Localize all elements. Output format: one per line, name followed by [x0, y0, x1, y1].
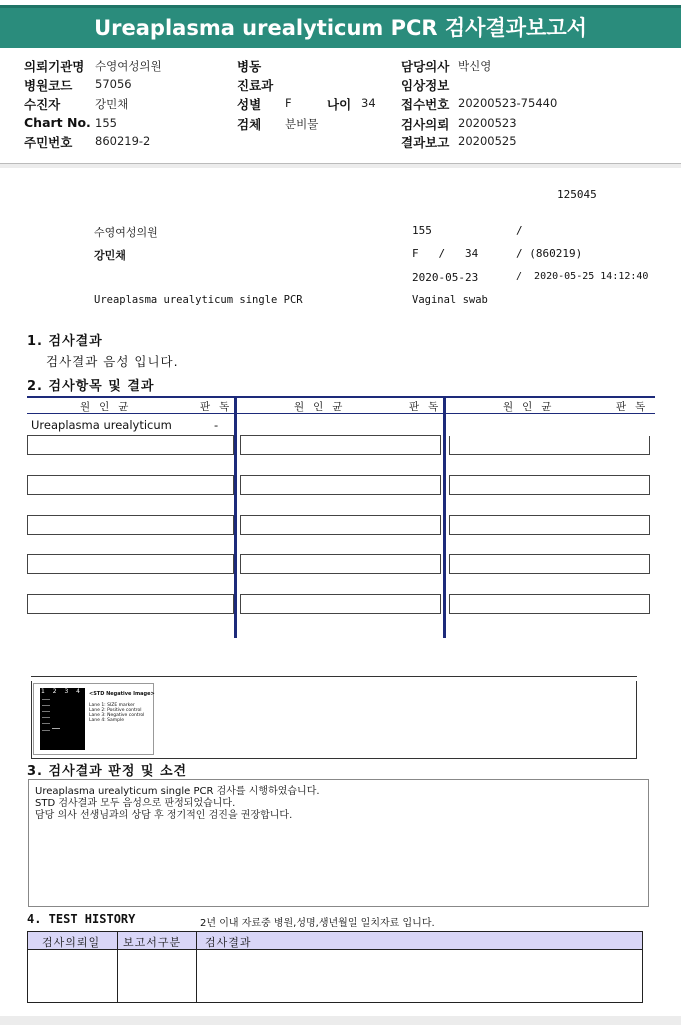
result-cell	[449, 475, 650, 495]
doc-specimen: Vaginal swab	[412, 294, 488, 306]
institution-label: 의뢰기관명	[24, 59, 85, 74]
section4-title: 4. TEST HISTORY	[27, 912, 136, 926]
receipt-value: 20200523-75440	[458, 96, 558, 110]
chart-label: Chart No.	[24, 115, 91, 130]
history-th-date: 검사의뢰일	[42, 936, 101, 949]
result-cell	[449, 594, 650, 614]
doc-sex-age: F / 34	[412, 247, 479, 260]
doc-test-name: Ureaplasma urealyticum single PCR	[94, 294, 303, 306]
result-cell	[449, 416, 650, 436]
section3-title: 3. 검사결과 판정 및 소견	[27, 764, 188, 779]
gel-band	[42, 699, 50, 700]
result-cell	[449, 515, 650, 535]
gel-band	[42, 723, 50, 724]
sex-value: F	[285, 96, 292, 110]
result-cell	[27, 435, 234, 455]
doctor-value: 박신영	[458, 59, 492, 73]
request-value: 20200523	[458, 116, 517, 130]
receipt-label: 접수번호	[401, 97, 450, 112]
specimen-label: 검체	[237, 117, 262, 132]
opinion-line: STD 검사결과 모두 음성으로 판정되었습니다.	[35, 798, 236, 809]
institution-value: 수영여성의원	[95, 59, 162, 73]
result-cell	[240, 554, 441, 574]
doc-date-request: 2020-05-23	[412, 271, 479, 284]
col-pathogen-header: 원인균	[294, 401, 352, 413]
serial-number: 125045	[557, 188, 597, 201]
gel-band	[42, 730, 50, 731]
patient-label: 수진자	[24, 97, 61, 112]
history-th-type: 보고서구분	[123, 936, 182, 949]
ward-label: 병동	[237, 59, 262, 74]
row1-pathogen: Ureaplasma urealyticum	[31, 418, 172, 432]
specimen-value: 분비물	[285, 117, 319, 131]
result-cell	[27, 594, 234, 614]
history-note: 2년 이내 자료중 병원,성명,생년월일 일치자료 입니다.	[200, 918, 435, 929]
doc-chart: 155	[412, 224, 432, 237]
patient-info-header	[0, 52, 681, 164]
doc-clinic: 수영여성의원	[94, 226, 158, 239]
section1-result: 검사결과 음성 입니다.	[46, 354, 179, 369]
request-label: 검사의뢰	[401, 117, 450, 132]
test-history-table	[27, 931, 643, 1003]
hospital-code-value: 57056	[95, 77, 132, 91]
hospital-code-label: 병원코드	[24, 78, 73, 93]
result-cell	[240, 435, 441, 455]
doc-date-report: / 2020-05-25 14:12:40	[516, 271, 649, 282]
doc-birth: / (860219)	[516, 247, 583, 260]
sex-label: 성별	[237, 97, 262, 112]
col-judgement-header: 판독	[616, 401, 655, 413]
report-title: Ureaplasma urealyticum PCR 검사결과보고서	[94, 16, 587, 40]
section2-title: 2. 검사항목 및 결과	[27, 379, 155, 394]
patient-value: 강민채	[95, 97, 129, 111]
opinion-line: Ureaplasma urealyticum single PCR 검사를 시행하였습니다.	[35, 786, 320, 797]
gel-lanes	[40, 688, 85, 750]
result-cell	[449, 554, 650, 574]
gel-band	[52, 728, 60, 729]
result-cell	[27, 515, 234, 535]
gel-caption-line: Lane 3: Negative control	[89, 713, 145, 718]
row1-judgement: -	[214, 418, 219, 432]
col-judgement-header: 판독	[409, 401, 448, 413]
gel-electrophoresis-image	[33, 683, 154, 755]
gel-caption-line: Lane 1: SIZE marker	[89, 703, 135, 708]
result-cell	[449, 435, 650, 455]
result-cell	[27, 554, 234, 574]
opinion-line: 담당 의사 선생님과의 상담 후 정기적인 검진을 권장합니다.	[35, 810, 293, 821]
doc-slash: /	[516, 224, 523, 237]
report-date-value: 20200525	[458, 134, 517, 148]
age-value: 34	[361, 96, 376, 110]
gel-caption-line: Lane 2: Positive control	[89, 708, 142, 713]
image-frame-rule	[31, 676, 637, 677]
resident-label: 주민번호	[24, 135, 73, 150]
age-label: 나이	[327, 97, 352, 112]
result-grid-top-border	[27, 396, 655, 398]
section1-title: 1. 검사결과	[27, 334, 103, 349]
doctor-label: 담당의사	[401, 59, 450, 74]
gel-band	[42, 717, 50, 718]
report-title-bar	[0, 0, 681, 52]
result-cell	[240, 515, 441, 535]
opinion-box	[28, 779, 649, 907]
gel-caption-line: Lane 4: Sample	[89, 718, 124, 723]
doc-patient: 강민채	[94, 249, 126, 262]
result-cell	[240, 594, 441, 614]
dept-label: 진료과	[237, 78, 274, 93]
col-judgement-header: 판독	[200, 401, 239, 413]
gel-lane-numbers: 1 2 3 4	[41, 688, 83, 695]
col-pathogen-header: 원인균	[503, 401, 561, 413]
report-date-label: 결과보고	[401, 135, 450, 150]
clinical-info-label: 임상정보	[401, 78, 450, 93]
gel-band	[42, 711, 50, 712]
result-grid-divider	[234, 396, 237, 638]
chart-value: 155	[95, 116, 117, 130]
gel-band	[42, 705, 50, 706]
history-th-result: 검사결과	[205, 936, 252, 949]
col-pathogen-header: 원인균	[80, 401, 138, 413]
gel-caption-title: <STD Negative Image>	[89, 691, 155, 697]
result-cell	[240, 475, 441, 495]
result-cell	[27, 475, 234, 495]
resident-value: 860219-2	[95, 134, 151, 148]
result-grid-divider	[443, 396, 446, 638]
